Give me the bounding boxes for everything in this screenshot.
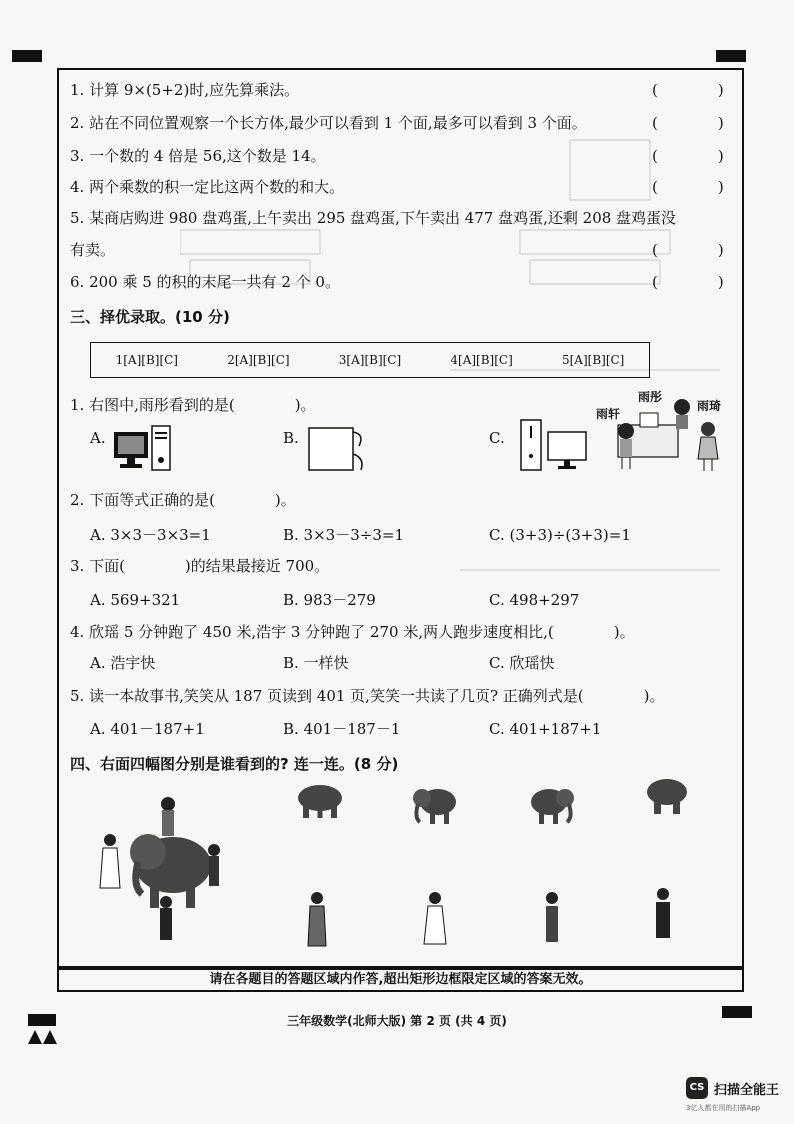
choice-q2-option-b: B. 3×3－3÷3=1 xyxy=(283,526,404,544)
figure-label-yutong: 雨彤 xyxy=(638,390,663,404)
answer-bubble-group-5[interactable]: 5[A][B][C] xyxy=(561,353,625,367)
computer-side-icon xyxy=(518,418,590,472)
figure-label-yuxuan: 雨轩 xyxy=(596,407,621,421)
judgement-5-text-cont: 有卖。 xyxy=(70,241,116,259)
figure-label-yuqi: 雨琦 xyxy=(697,399,722,413)
judgement-1-text: 1. 计算 9×(5+2)时,应先算乘法。 xyxy=(70,81,300,99)
choice-q3-option-b: B. 983－279 xyxy=(283,591,376,609)
registration-mark-top-left xyxy=(12,50,42,62)
answer-bubble-group-2[interactable]: 2[A][B][C] xyxy=(227,353,290,367)
choice-q4-option-b: B. 一样快 xyxy=(283,654,349,672)
judgement-5-answer-slot[interactable]: ( ) xyxy=(652,241,724,259)
elephant-view-4-icon xyxy=(644,776,690,816)
choice-q5-option-a: A. 401－187+1 xyxy=(90,720,205,738)
judgement-6-answer-slot[interactable]: ( ) xyxy=(652,273,724,291)
judgement-4-text: 4. 两个乘数的积一定比这两个数的和大。 xyxy=(70,178,345,196)
answer-bubble-group-1[interactable]: 1[A][B][C] xyxy=(115,353,178,367)
choice-q1-option-c: C. xyxy=(489,429,505,447)
judgement-4-answer-slot[interactable]: ( ) xyxy=(652,178,724,196)
judgement-5-text: 5. 某商店购进 980 盘鸡蛋,上午卖出 295 盘鸡蛋,下午卖出 477 盘鸡蛋,还剩 208 盘鸡蛋没 xyxy=(70,209,677,227)
triangle-marks xyxy=(28,1030,58,1044)
observer-2-figure xyxy=(420,890,450,950)
elephant-view-2-icon xyxy=(410,784,460,826)
section-4-title: 四、右面四幅图分别是谁看到的? 连一连。(8 分) xyxy=(70,755,399,773)
judgement-2-text: 2. 站在不同位置观察一个长方体,最少可以看到 1 个面,最多可以看到 3 个面。 xyxy=(70,114,587,132)
page-footer: 三年级数学(北师大版) 第 2 页 (共 4 页) xyxy=(287,1014,507,1028)
observer-1-figure xyxy=(302,890,332,950)
judgement-2-answer-slot[interactable]: ( ) xyxy=(652,114,724,132)
observer-3-figure xyxy=(537,890,567,950)
choice-q3-option-a: A. 569+321 xyxy=(90,591,181,609)
elephant-view-3-icon xyxy=(527,784,577,826)
answer-area-notice: 请在各题目的答题区域内作答,超出矩形边框限定区域的答案无效。 xyxy=(57,968,744,992)
choice-q4-stem: 4. 欣瑶 5 分钟跑了 450 米,浩宇 3 分钟跑了 270 米,两人跑步速度相比,( )。 xyxy=(70,623,635,641)
observer-4-figure xyxy=(648,886,678,946)
judgement-6-text: 6. 200 乘 5 的积的末尾一共有 2 个 0。 xyxy=(70,273,340,291)
answer-bubble-row xyxy=(90,342,650,378)
scanner-app-name: 扫描全能王 xyxy=(714,1083,780,1098)
elephant-observers-scene xyxy=(98,790,238,950)
choice-q2-option-c: C. (3+3)÷(3+3)=1 xyxy=(489,526,631,544)
section-3-title: 三、择优录取。(10 分) xyxy=(70,308,230,326)
computer-front-icon xyxy=(112,424,174,472)
judgement-3-answer-slot[interactable]: ( ) xyxy=(652,147,724,165)
choice-q1-option-a: A. xyxy=(90,429,106,447)
scanner-logo-icon: CS xyxy=(686,1077,708,1099)
answer-bubble-group-3[interactable]: 3[A][B][C] xyxy=(338,353,402,367)
choice-q3-option-c: C. 498+297 xyxy=(489,591,580,609)
computer-back-icon xyxy=(307,424,369,472)
choice-q2-option-a: A. 3×3－3×3=1 xyxy=(90,526,211,544)
scanner-tagline: 3亿人都在用的扫描App xyxy=(686,1104,761,1112)
choice-q3-stem: 3. 下面( )的结果最接近 700。 xyxy=(70,557,330,575)
answer-bubble-group-4[interactable]: 4[A][B][C] xyxy=(450,353,513,367)
judgement-3-text: 3. 一个数的 4 倍是 56,这个数是 14。 xyxy=(70,147,326,165)
choice-q4-option-a: A. 浩宇快 xyxy=(90,654,156,672)
registration-mark-top-right xyxy=(716,50,746,62)
elephant-view-1-icon xyxy=(295,782,345,820)
choice-q5-option-c: C. 401+187+1 xyxy=(489,720,602,738)
judgement-1-answer-slot[interactable]: ( ) xyxy=(652,81,724,99)
choice-q4-option-c: C. 欣瑶快 xyxy=(489,654,555,672)
choice-q1-option-b: B. xyxy=(283,429,299,447)
choice-q1-stem: 1. 右图中,雨彤看到的是( )。 xyxy=(70,396,316,414)
choice-q2-stem: 2. 下面等式正确的是( )。 xyxy=(70,491,296,509)
choice-q5-option-b: B. 401－187－1 xyxy=(283,720,401,738)
choice-q5-stem: 5. 读一本故事书,笑笑从 187 页读到 401 页,笑笑一共读了几页? 正确列式是( )。 xyxy=(70,687,665,705)
